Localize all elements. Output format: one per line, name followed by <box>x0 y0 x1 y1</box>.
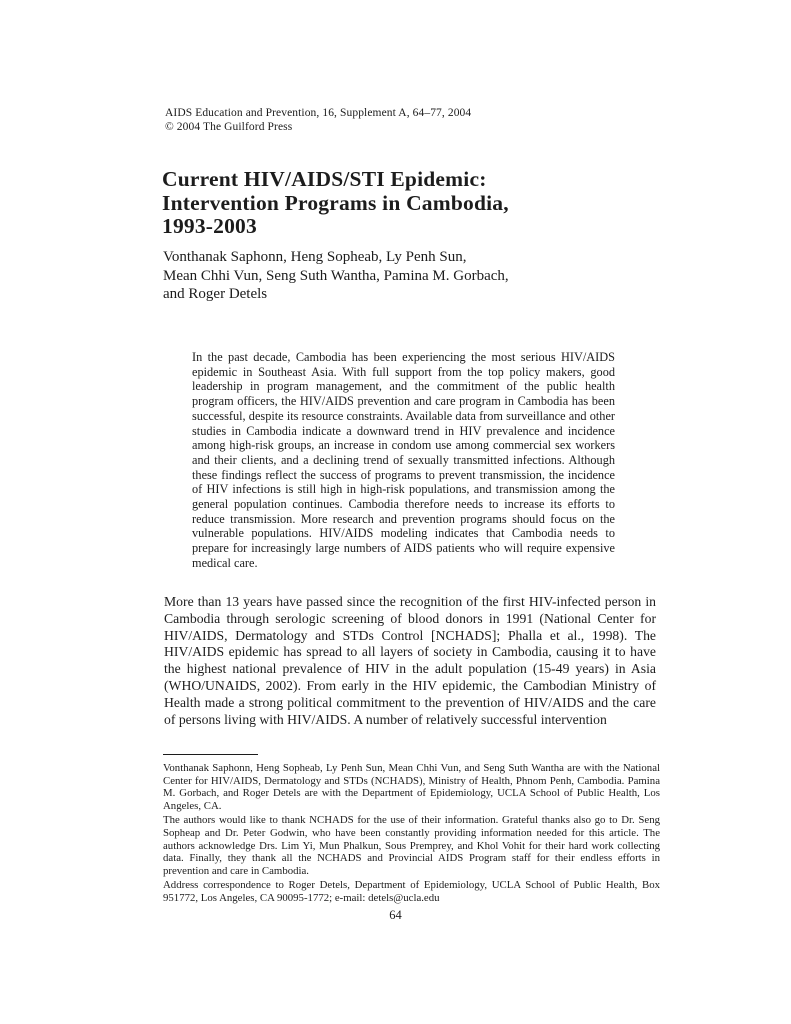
footnote-affiliations: Vonthanak Saphonn, Heng Sopheab, Ly Penh Sun, Mean Chhi Vun, and Seng Suth Wantha are with the National Center for HIV/AIDS, Dermatology and STDs (NCHADS), Ministry of Health, Phnom Penh, Cambodia. Pamina M. Gorbach, and Roger Detels are with the Department of Epidemiology, UCLA School of Public Health, Los Angeles, CA. <box>163 762 660 812</box>
page-number: 64 <box>389 908 402 922</box>
author-line-1: Vonthanak Saphonn, Heng Sopheab, Ly Penh Sun, <box>163 249 467 265</box>
journal-header <box>165 107 471 134</box>
author-line-2: Mean Chhi Vun, Seng Suth Wantha, Pamina M. Gorbach, <box>163 267 509 284</box>
author-line-3: and Roger Detels <box>163 286 268 302</box>
article-title <box>162 168 509 239</box>
journal-copyright-line: © 2004 The Guilford Press <box>165 120 293 133</box>
footnote-correspondence: Address correspondence to Roger Detels, Department of Epidemiology, UCLA School of Public Health, Box 951772, Los Angeles, CA 90095-1772; e-mail: detels@ucla.edu <box>163 879 660 904</box>
article-title-line-3: 1993-2003 <box>162 214 257 238</box>
body-paragraph: More than 13 years have passed since the recognition of the first HIV-infected person in Cambodia through serologic screening of blood donors in 1991 (National Center for HIV/AIDS, Dermatology and STDs Control [NCHADS]; Phalla et al., 1998). The HIV/AIDS epidemic has spread to all layers of society in Cambodia, causing it to have the highest national prevalence of HIV in the adult population (15-49 years) in Asia (WHO/UNAIDS, 2002). From early in the HIV epidemic, the Cambodian Ministry of Health made a strong political commitment to the prevention of HIV/AIDS and the care of persons living with HIV/AIDS. A number of relatively successful intervention <box>164 594 656 727</box>
abstract-paragraph: In the past decade, Cambodia has been experiencing the most serious HIV/AIDS epidemic in Southeast Asia. With full support from the top policy makers, good leadership in program management, and the commitment of the public health program officers, the HIV/AIDS prevention and care program in Cambodia has been successful, despite its resource constraints. Available data from surveillance and other studies in Cambodia indicate a downward trend in HIV prevalence and incidence among high-risk groups, an increase in condom use among commercial sex workers and their clients, and a declining trend of sexually transmitted infections. Although these findings reflect the success of programs to prevent transmission, the incidence of HIV infections is still high in high-risk populations, and transmission among the general population continues. Cambodia therefore needs to increase its efforts to reduce transmission. More research and prevention programs should focus on the vulnerable populations. HIV/AIDS modeling indicates that Cambodia needs to prepare for increasingly large numbers of AIDS patients who will require expensive medical care. <box>192 350 615 570</box>
journal-citation-line: AIDS Education and Prevention, 16, Supplement A, 64–77, 2004 <box>165 107 472 119</box>
footnote-divider <box>163 754 258 755</box>
article-title-line-1: Current HIV/AIDS/STI Epidemic: <box>162 167 487 191</box>
article-title-line-2: Intervention Programs in Cambodia, <box>162 190 509 215</box>
footnote-acknowledgments: The authors would like to thank NCHADS for the use of their information. Grateful thanks also go to Dr. Seng Sopheap and Dr. Peter Godwin, who have been constantly providing information needed for this article. The authors acknowledge Drs. Lim Yi, Mun Phalkun, Sous Premprey, and Khol Vohit for their hard work collecting data. Finally, they thank all the NCHADS and Provincial AIDS Program staff for their endless efforts in prevention and care in Cambodia. <box>163 814 660 877</box>
footnotes-section <box>163 762 660 907</box>
author-list <box>163 248 509 304</box>
